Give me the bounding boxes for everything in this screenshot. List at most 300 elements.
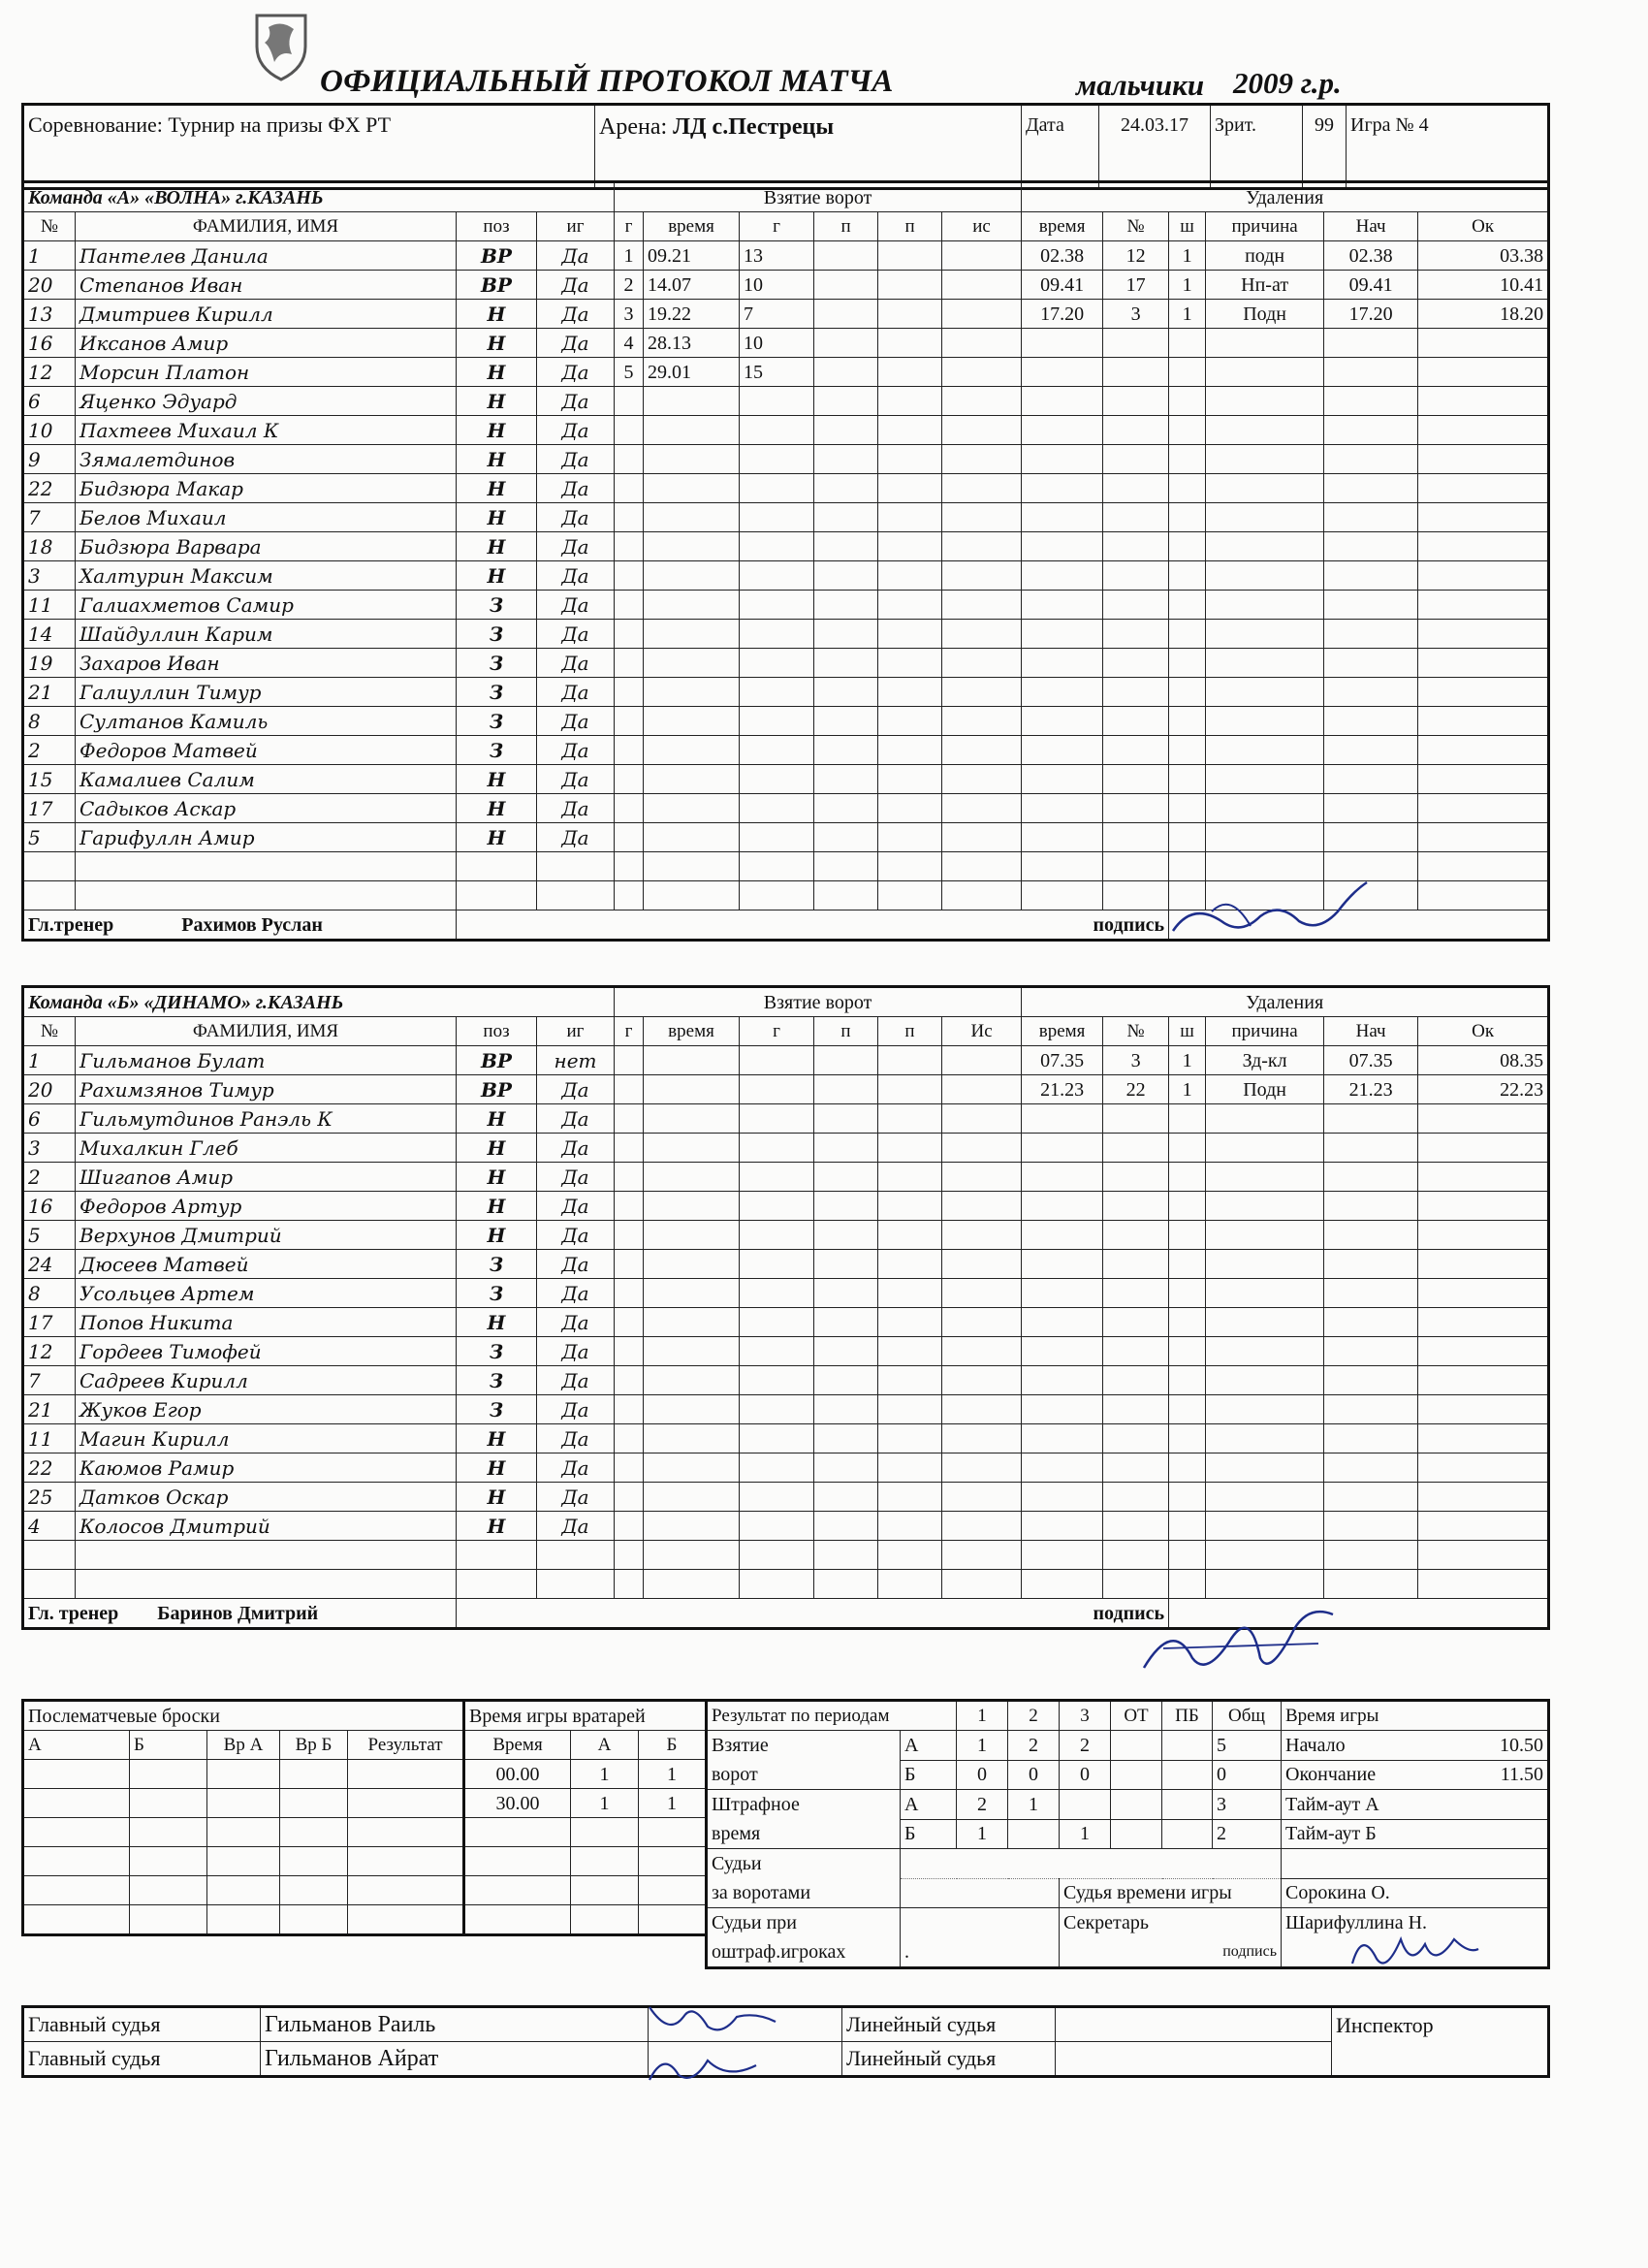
player-played: Да <box>537 474 615 503</box>
goal-outcome <box>942 1163 1022 1192</box>
player-name: Пахтеев Михаил К <box>76 416 457 445</box>
pen-a-p3 <box>1060 1790 1111 1820</box>
goal-time <box>644 765 740 794</box>
goal-outcome <box>942 1104 1022 1134</box>
penalty-start <box>1324 591 1418 620</box>
player-played: Да <box>537 561 615 591</box>
player-row <box>23 416 1549 445</box>
player-position: Н <box>457 1192 537 1221</box>
pen-b-ot <box>1111 1819 1162 1849</box>
goal-number <box>615 1570 644 1599</box>
emblem-logo <box>247 8 315 85</box>
player-name: Верхунов Дмитрий <box>76 1221 457 1250</box>
penalty-end <box>1418 1424 1549 1453</box>
goal-assist-2 <box>878 591 942 620</box>
penalty-minutes <box>1169 329 1206 358</box>
player-name: Камалиев Салим <box>76 765 457 794</box>
goalie-row-a: 1 <box>571 1760 639 1789</box>
penalty-time: 07.35 <box>1022 1046 1103 1075</box>
player-position: Н <box>457 1221 537 1250</box>
player-name: Султанов Камиль <box>76 707 457 736</box>
goal-time <box>644 503 740 532</box>
player-played: Да <box>537 445 615 474</box>
penalty-time <box>1022 736 1103 765</box>
penalty-start <box>1324 387 1418 416</box>
player-position: Н <box>457 503 537 532</box>
player-number: 4 <box>23 1512 76 1541</box>
player-number: 24 <box>23 1250 76 1279</box>
player-position: ВР <box>457 271 537 300</box>
team-a-table <box>21 180 1550 942</box>
player-played: Да <box>537 1279 615 1308</box>
penalty-end <box>1418 532 1549 561</box>
penalty-minutes <box>1169 1250 1206 1279</box>
penalty-reason: Нп-ат <box>1206 271 1324 300</box>
penalty-end <box>1418 765 1549 794</box>
goal-time <box>644 1395 740 1424</box>
goal-scorer <box>740 1192 814 1221</box>
player-name: Рахимзянов Тимур <box>76 1075 457 1104</box>
goals-b-total: 0 <box>1213 1760 1282 1790</box>
goal-assist-1 <box>814 1308 878 1337</box>
penalty-reason <box>1206 1395 1324 1424</box>
penalty-end <box>1418 794 1549 823</box>
player-position: Н <box>457 300 537 329</box>
goal-assist-1 <box>814 271 878 300</box>
player-position: З <box>457 591 537 620</box>
penalty-end <box>1418 1279 1549 1308</box>
goal-outcome <box>942 329 1022 358</box>
goal-outcome <box>942 300 1022 329</box>
player-number: 13 <box>23 300 76 329</box>
player-position: Н <box>457 358 537 387</box>
player-number: 10 <box>23 416 76 445</box>
goal-time <box>644 591 740 620</box>
col-goal-num: г <box>615 1017 644 1046</box>
penalty-reason <box>1206 765 1324 794</box>
goal-time <box>644 1046 740 1075</box>
goal-time <box>644 620 740 649</box>
penalty-reason <box>1206 1366 1324 1395</box>
penalty-start <box>1324 329 1418 358</box>
penalty-minutes <box>1169 823 1206 852</box>
penalty-minutes: 1 <box>1169 1075 1206 1104</box>
player-row <box>23 1337 1549 1366</box>
col-pen-num: № <box>1103 212 1169 241</box>
penalty-reason <box>1206 1512 1324 1541</box>
main-judge-label-2: Главный судья <box>23 2042 261 2077</box>
player-row <box>23 1221 1549 1250</box>
player-played: Да <box>537 503 615 532</box>
goal-assist-1 <box>814 561 878 591</box>
player-row <box>23 561 1549 591</box>
player-played <box>537 881 615 910</box>
goal-assist-1 <box>814 678 878 707</box>
penalty-start <box>1324 649 1418 678</box>
penalty-player <box>1103 1570 1169 1599</box>
goal-assist-1 <box>814 707 878 736</box>
player-number: 16 <box>23 1192 76 1221</box>
player-name: Дмитриев Кирилл <box>76 300 457 329</box>
goal-assist-2 <box>878 1163 942 1192</box>
goal-assist-1 <box>814 1337 878 1366</box>
player-name: Пантелев Данила <box>76 241 457 271</box>
player-number: 5 <box>23 823 76 852</box>
player-played: Да <box>537 1192 615 1221</box>
player-name: Гордеев Тимофей <box>76 1337 457 1366</box>
goal-scorer <box>740 1075 814 1104</box>
player-played: Да <box>537 591 615 620</box>
goal-scorer <box>740 591 814 620</box>
goal-time <box>644 1366 740 1395</box>
player-played: Да <box>537 1337 615 1366</box>
player-position: Н <box>457 329 537 358</box>
penalty-end <box>1418 416 1549 445</box>
goal-number <box>615 1163 644 1192</box>
player-row <box>23 591 1549 620</box>
col-num: № <box>23 212 76 241</box>
col-name: ФАМИЛИЯ, ИМЯ <box>76 1017 457 1046</box>
goal-assist-2 <box>878 1104 942 1134</box>
player-number: 14 <box>23 620 76 649</box>
player-number: 5 <box>23 1221 76 1250</box>
player-played: Да <box>537 358 615 387</box>
penalty-end <box>1418 852 1549 881</box>
goal-outcome <box>942 1453 1022 1483</box>
penalty-reason <box>1206 358 1324 387</box>
col-pen-end: Ок <box>1418 1017 1549 1046</box>
penalty-minutes <box>1169 1453 1206 1483</box>
penalty-start <box>1324 358 1418 387</box>
player-number: 11 <box>23 1424 76 1453</box>
goal-assist-1 <box>814 1046 878 1075</box>
shootout-col-result: Результат <box>348 1731 464 1760</box>
penalty-start <box>1324 445 1418 474</box>
goal-time <box>644 1279 740 1308</box>
goal-number <box>615 1512 644 1541</box>
goal-assist-2 <box>878 416 942 445</box>
penalty-time <box>1022 387 1103 416</box>
penalty-start <box>1324 1104 1418 1134</box>
goal-assist-1 <box>814 329 878 358</box>
goal-assist-2 <box>878 823 942 852</box>
player-number: 16 <box>23 329 76 358</box>
penalty-player: 3 <box>1103 300 1169 329</box>
goal-outcome <box>942 852 1022 881</box>
goal-assist-1 <box>814 794 878 823</box>
player-number: 22 <box>23 1453 76 1483</box>
penalty-player <box>1103 1395 1169 1424</box>
player-position: ВР <box>457 241 537 271</box>
penalty-end <box>1418 445 1549 474</box>
document-title: ОФИЦИАЛЬНЫЙ ПРОТОКОЛ МАТЧА <box>320 64 894 99</box>
penalty-end <box>1418 1512 1549 1541</box>
goal-time <box>644 445 740 474</box>
goal-time <box>644 649 740 678</box>
officials-table <box>21 2005 1550 2078</box>
goalie-row-a: 1 <box>571 1789 639 1818</box>
goal-scorer <box>740 445 814 474</box>
goal-time: 14.07 <box>644 271 740 300</box>
goal-number <box>615 765 644 794</box>
player-row <box>23 1279 1549 1308</box>
player-name: Жуков Егор <box>76 1395 457 1424</box>
pen-a-pb <box>1162 1790 1213 1820</box>
player-played: Да <box>537 649 615 678</box>
team-b-title: Команда «Б» «ДИНАМО» г.КАЗАНЬ <box>23 987 615 1017</box>
goal-scorer <box>740 823 814 852</box>
col-goal-outcome: ис <box>942 212 1022 241</box>
goal-assist-2 <box>878 1221 942 1250</box>
penalty-start <box>1324 1308 1418 1337</box>
goal-outcome <box>942 358 1022 387</box>
game-time-label: Время игры <box>1282 1701 1549 1731</box>
penalty-time <box>1022 620 1103 649</box>
goal-time <box>644 1541 740 1570</box>
penalty-time <box>1022 561 1103 591</box>
shootout-col-a: А <box>23 1731 130 1760</box>
penalty-start <box>1324 1192 1418 1221</box>
goal-time: 29.01 <box>644 358 740 387</box>
penalty-end <box>1418 1104 1549 1134</box>
col-played: иг <box>537 1017 615 1046</box>
player-name: Гарифуллн Амир <box>76 823 457 852</box>
penalty-reason: Подн <box>1206 300 1324 329</box>
penalty-reason <box>1206 1424 1324 1453</box>
col-name: ФАМИЛИЯ, ИМЯ <box>76 212 457 241</box>
penalty-time <box>1022 1541 1103 1570</box>
penalty-player: 12 <box>1103 241 1169 271</box>
player-number: 18 <box>23 532 76 561</box>
player-position: З <box>457 678 537 707</box>
goal-scorer <box>740 1453 814 1483</box>
col-assist-1: п <box>814 212 878 241</box>
goal-outcome <box>942 474 1022 503</box>
penalty-end <box>1418 736 1549 765</box>
penalty-end: 03.38 <box>1418 241 1549 271</box>
player-row <box>23 474 1549 503</box>
goal-time <box>644 1192 740 1221</box>
player-number: 11 <box>23 591 76 620</box>
goal-number <box>615 532 644 561</box>
goal-number <box>615 1424 644 1453</box>
goal-scorer <box>740 1483 814 1512</box>
goal-scorer <box>740 1104 814 1134</box>
player-played: Да <box>537 678 615 707</box>
player-position <box>457 1541 537 1570</box>
goal-assist-1 <box>814 1512 878 1541</box>
goal-time <box>644 678 740 707</box>
main-judge-2: Гильманов Айрат <box>261 2042 649 2077</box>
penalty-time <box>1022 591 1103 620</box>
penalty-player <box>1103 561 1169 591</box>
goal-number <box>615 416 644 445</box>
goal-assist-2 <box>878 271 942 300</box>
goal-assist-1 <box>814 649 878 678</box>
player-name <box>76 881 457 910</box>
goal-outcome <box>942 1424 1022 1453</box>
penalty-end <box>1418 881 1549 910</box>
player-played: Да <box>537 1424 615 1453</box>
team-a-coach-cell <box>23 910 457 941</box>
penalty-player <box>1103 620 1169 649</box>
goal-judges-label: Судьи за воротами <box>707 1849 901 1908</box>
penalty-time <box>1022 1221 1103 1250</box>
goal-assist-2 <box>878 1424 942 1453</box>
date-value: 24.03.17 <box>1099 105 1211 189</box>
pen-a-total: 3 <box>1213 1790 1282 1820</box>
team-b-coach-label: Гл. тренер <box>28 1602 119 1624</box>
goal-number <box>615 445 644 474</box>
player-row <box>23 707 1549 736</box>
penalty-reason <box>1206 591 1324 620</box>
goals-team-b: Б <box>901 1760 957 1790</box>
player-position: Н <box>457 1163 537 1192</box>
penalty-end <box>1418 823 1549 852</box>
penalty-time <box>1022 1366 1103 1395</box>
player-row <box>23 1395 1549 1424</box>
penalty-minutes <box>1169 387 1206 416</box>
penalty-player <box>1103 1308 1169 1337</box>
player-row <box>23 1250 1549 1279</box>
secretary-label: Секретарь <box>1060 1908 1282 1937</box>
penalty-reason <box>1206 649 1324 678</box>
penalty-minutes <box>1169 591 1206 620</box>
penalty-player <box>1103 591 1169 620</box>
goal-scorer <box>740 1250 814 1279</box>
player-row <box>23 503 1549 532</box>
goal-assist-2 <box>878 1046 942 1075</box>
goal-assist-2 <box>878 794 942 823</box>
col-goal-scorer: г <box>740 1017 814 1046</box>
penalty-player <box>1103 532 1169 561</box>
goals-b-p1: 0 <box>957 1760 1008 1790</box>
goals-a-total: 5 <box>1213 1731 1282 1761</box>
player-name: Шайдуллин Карим <box>76 620 457 649</box>
player-name: Гильмутдинов Ранэль К <box>76 1104 457 1134</box>
player-name: Михалкин Глеб <box>76 1134 457 1163</box>
goal-outcome <box>942 823 1022 852</box>
pen-a-p1: 2 <box>957 1790 1008 1820</box>
col-pen-num: № <box>1103 1017 1169 1046</box>
team-b-coach-signature <box>1125 1600 1357 1687</box>
goal-assist-2 <box>878 387 942 416</box>
penalty-end <box>1418 1192 1549 1221</box>
col-pen-start: Нач <box>1324 212 1418 241</box>
player-position: Н <box>457 823 537 852</box>
goal-scorer <box>740 736 814 765</box>
penalty-minutes <box>1169 358 1206 387</box>
penalty-player <box>1103 823 1169 852</box>
penalty-reason <box>1206 1483 1324 1512</box>
penalty-player <box>1103 329 1169 358</box>
player-played <box>537 852 615 881</box>
penalty-end <box>1418 1483 1549 1512</box>
goal-number: 4 <box>615 329 644 358</box>
goal-assist-1 <box>814 1570 878 1599</box>
player-played: Да <box>537 300 615 329</box>
goal-outcome <box>942 271 1022 300</box>
goal-number <box>615 620 644 649</box>
goal-assist-1 <box>814 881 878 910</box>
player-number: 7 <box>23 1366 76 1395</box>
player-position: Н <box>457 1424 537 1453</box>
player-number: 8 <box>23 707 76 736</box>
goal-scorer <box>740 1046 814 1075</box>
player-position <box>457 881 537 910</box>
period-col-3: 3 <box>1060 1701 1111 1731</box>
penalty-end <box>1418 1453 1549 1483</box>
player-row <box>23 678 1549 707</box>
goal-time <box>644 1453 740 1483</box>
player-row <box>23 823 1549 852</box>
secretary-signature <box>1343 1920 1488 1978</box>
goal-number <box>615 1453 644 1483</box>
player-row <box>23 1483 1549 1512</box>
pen-judges-label: Судьи при оштраф.игроках <box>707 1908 901 1968</box>
player-played <box>537 1541 615 1570</box>
penalty-player <box>1103 707 1169 736</box>
player-position: З <box>457 649 537 678</box>
player-name: Гильманов Булат <box>76 1046 457 1075</box>
penalty-reason <box>1206 1221 1324 1250</box>
goalie-col-time: Время <box>464 1731 571 1760</box>
player-row <box>23 329 1549 358</box>
penalty-reason <box>1206 1279 1324 1308</box>
penalty-time <box>1022 445 1103 474</box>
goal-number <box>615 823 644 852</box>
penalty-start <box>1324 1134 1418 1163</box>
goal-scorer <box>740 707 814 736</box>
goal-number <box>615 591 644 620</box>
goal-scorer <box>740 794 814 823</box>
goal-outcome <box>942 1046 1022 1075</box>
player-name: Садыков Аскар <box>76 794 457 823</box>
goal-assist-2 <box>878 852 942 881</box>
penalty-reason <box>1206 678 1324 707</box>
penalty-reason <box>1206 387 1324 416</box>
goal-time <box>644 823 740 852</box>
goal-time <box>644 1134 740 1163</box>
penalty-reason <box>1206 620 1324 649</box>
goalie-row-b: 1 <box>639 1789 707 1818</box>
col-pen-reason: причина <box>1206 1017 1324 1046</box>
penalty-time <box>1022 474 1103 503</box>
penalty-start <box>1324 1512 1418 1541</box>
penalty-start: 09.41 <box>1324 271 1418 300</box>
penalty-minutes <box>1169 1337 1206 1366</box>
goal-number <box>615 1104 644 1134</box>
main-judge-2-signature <box>640 2046 766 2090</box>
goal-number <box>615 649 644 678</box>
goal-number <box>615 1279 644 1308</box>
goals-a-ot <box>1111 1731 1162 1761</box>
goal-assist-1 <box>814 736 878 765</box>
player-row <box>23 1424 1549 1453</box>
player-played: Да <box>537 1250 615 1279</box>
goals-label: Взятие ворот <box>707 1731 901 1790</box>
goal-assist-1 <box>814 445 878 474</box>
goalie-time-label: Время игры вратарей <box>464 1701 707 1731</box>
player-played: Да <box>537 532 615 561</box>
player-name: Захаров Иван <box>76 649 457 678</box>
goal-outcome <box>942 649 1022 678</box>
main-judge-label-1: Главный судья <box>23 2007 261 2042</box>
main-judge-1: Гильманов Раиль <box>261 2007 649 2042</box>
goal-assist-1 <box>814 1163 878 1192</box>
penalty-start <box>1324 794 1418 823</box>
player-number: 3 <box>23 1134 76 1163</box>
